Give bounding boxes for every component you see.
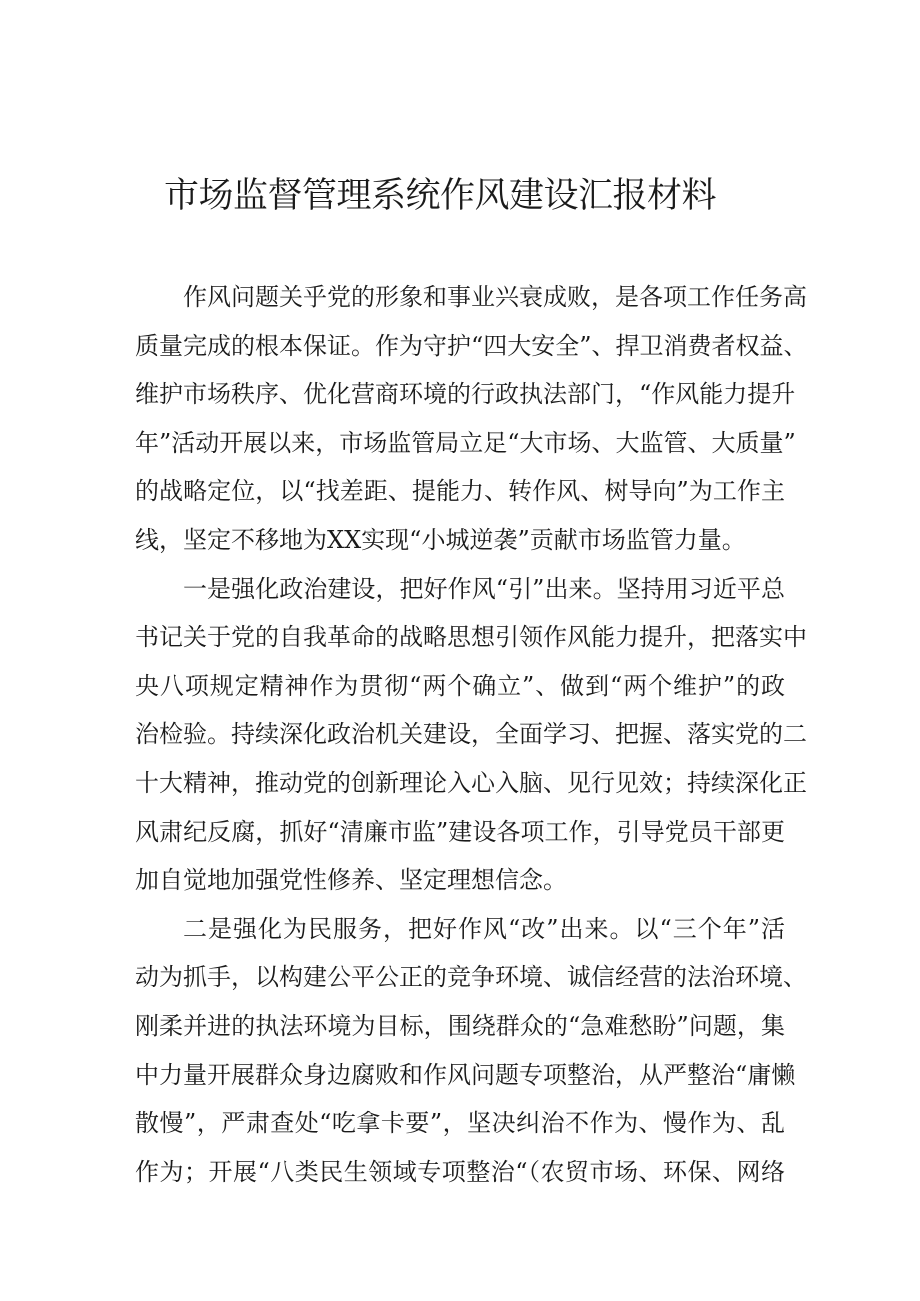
- paragraph-3-line-4: 中力量开展群众身边腐败和作风问题专项整治，从严整治“庸懒: [135, 1060, 796, 1089]
- paragraph-3-line-1: 二是强化为民服务，把好作风“改”出来。以“三个年”活: [183, 914, 785, 943]
- paragraph-2-line-7: 加自觉地加强党性修养、坚定理想信念。: [135, 866, 567, 895]
- paragraph-1-line-4: 年”活动开展以来，市场监管局立足“大市场、大监管、大质量”: [135, 428, 796, 457]
- paragraph-3-line-5: 散慢”，严肃查处“吃拿卡要”，坚决纠治不作为、慢作为、乱: [135, 1109, 785, 1138]
- document-body: [135, 273, 808, 1196]
- paragraph-2-line-5: 十大精神，推动党的创新理论入心入脑、见行见效；持续深化正: [135, 768, 807, 797]
- paragraph-1-line-2: 质量完成的根本保证。作为守护“四大安全”、捍卫消费者权益、: [135, 331, 808, 360]
- paragraph-2-line-1: 一是强化政治建设，把好作风“引”出来。坚持用习近平总: [183, 574, 785, 603]
- paragraph-3-line-3: 刚柔并进的执法环境为目标，围绕群众的“急难愁盼”问题，集: [135, 1011, 785, 1040]
- paragraph-1-line-3: 维护市场秩序、优化营商环境的行政执法部门，“作风能力提升: [135, 380, 796, 409]
- paragraph-1-line-6: 线，坚定不移地为XX实现“小城逆袭”贡献市场监管力量。: [135, 525, 746, 554]
- paragraph-2-line-3: 央八项规定精神作为贯彻“两个确立”、做到“两个维护”的政: [135, 671, 785, 700]
- paragraph-2-line-6: 风肃纪反腐，抓好“清廉市监”建设各项工作，引导党员干部更: [135, 817, 785, 846]
- paragraph-2-line-2: 书记关于党的自我革命的战略思想引领作风能力提升，把落实中: [135, 623, 807, 652]
- paragraph-3-line-2: 动为抓手，以构建公平公正的竞争环境、诚信经营的法治环境、: [135, 963, 807, 992]
- paragraph-1-line-1: 作风问题关乎党的形象和事业兴衰成败，是各项工作任务高: [183, 283, 807, 311]
- document-title: 市场监督管理系统作风建设汇报材料: [163, 176, 716, 216]
- paragraph-2-line-4: 治检验。持续深化政治机关建设，全面学习、把握、落实党的二: [135, 720, 807, 749]
- paragraph-3-line-6: 作为；开展“八类民生领域专项整治“（农贸市场、环保、网络: [135, 1157, 785, 1186]
- paragraph-1-line-5: 的战略定位，以“找差距、提能力、转作风、树导向”为工作主: [135, 477, 785, 506]
